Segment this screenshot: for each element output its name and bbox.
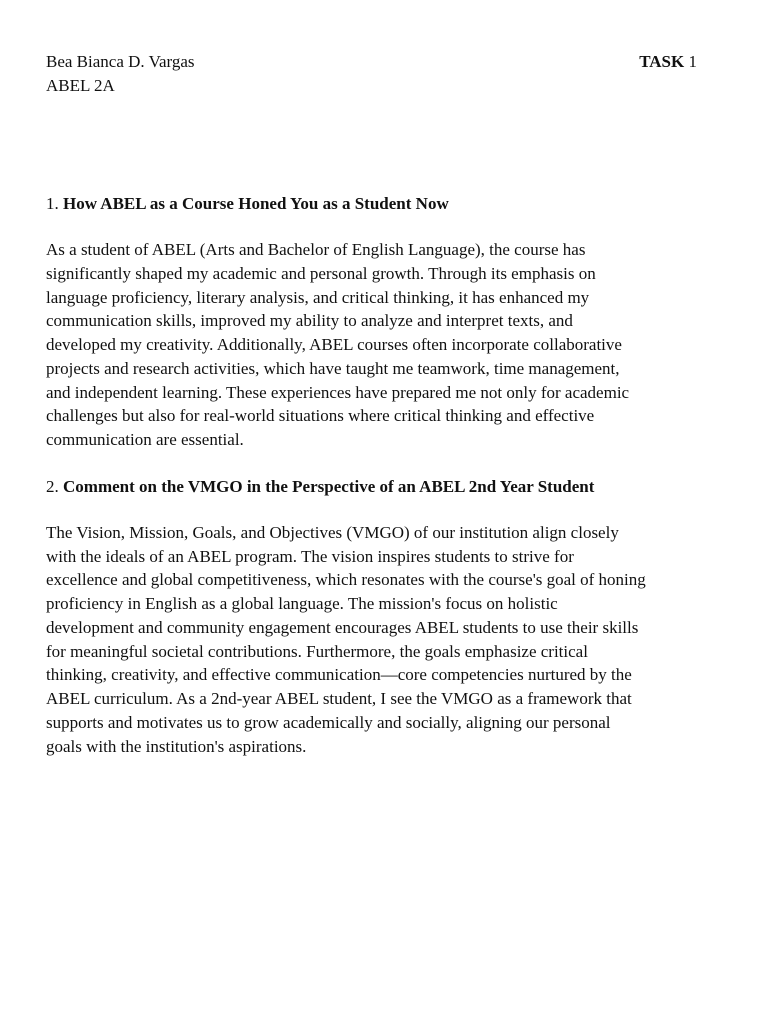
paragraph-line: The Vision, Mission, Goals, and Objectives (VMGO) of our institution align closely bbox=[46, 522, 619, 542]
author-block bbox=[46, 50, 195, 98]
section-paragraph-1 bbox=[46, 238, 736, 452]
section-heading-1 bbox=[46, 192, 736, 216]
section-title: How ABEL as a Course Honed You as a Student Now bbox=[63, 194, 449, 213]
section-number: 1. bbox=[46, 194, 59, 213]
paragraph-line: thinking, creativity, and effective communication—core competencies nurtured by the bbox=[46, 665, 632, 685]
paragraph-line: projects and research activities, which have taught me teamwork, time management, bbox=[46, 358, 620, 378]
paragraph-line: developed my creativity. Additionally, ABEL courses often incorporate collaborative bbox=[46, 335, 622, 354]
paragraph-line: goals with the institution's aspirations. bbox=[46, 736, 307, 756]
task-label bbox=[639, 50, 697, 74]
task-number: 1 bbox=[688, 52, 697, 71]
class-section: ABEL 2A bbox=[46, 76, 115, 95]
paragraph-line: As a student of ABEL (Arts and Bachelor of English Language), the course has bbox=[46, 240, 586, 259]
paragraph-line: and independent learning. These experiences have prepared me not only for academic bbox=[46, 382, 630, 402]
paragraph-line: proficiency in English as a global language. The mission's focus on holistic bbox=[46, 594, 558, 613]
paragraph-line: ABEL curriculum. As a 2nd-year ABEL student, I see the VMGO as a framework that bbox=[46, 689, 632, 708]
paragraph-line: development and community engagement encourages ABEL students to use their skills bbox=[46, 617, 639, 637]
paragraph-line: language proficiency, literary analysis, and critical thinking, it has enhanced my bbox=[46, 287, 590, 307]
section-heading-2 bbox=[46, 475, 736, 499]
author-name: Bea Bianca D. Vargas bbox=[46, 52, 195, 71]
section-paragraph-2 bbox=[46, 521, 736, 759]
paragraph-line: for meaningful societal contributions. Furthermore, the goals emphasize critical bbox=[46, 641, 588, 661]
paragraph-line: supports and motivates us to grow academically and socially, aligning our personal bbox=[46, 712, 611, 732]
paragraph-line: communication skills, improved my ability to analyze and interpret texts, and bbox=[46, 311, 573, 331]
paragraph-line: challenges but also for real-world situations where critical thinking and effective bbox=[46, 406, 595, 426]
document-body bbox=[46, 192, 736, 758]
section-title: Comment on the VMGO in the Perspective of an ABEL 2nd Year Student bbox=[63, 476, 595, 496]
task-label-text: TASK bbox=[639, 52, 685, 71]
paragraph-line: communication are essential. bbox=[46, 430, 244, 449]
section-number: 2. bbox=[46, 476, 59, 496]
paragraph-line: excellence and global competitiveness, which resonates with the course's goal of honing bbox=[46, 570, 646, 590]
paragraph-line: with the ideals of an ABEL program. The vision inspires students to strive for bbox=[46, 546, 574, 566]
paragraph-line: significantly shaped my academic and personal growth. Through its emphasis on bbox=[46, 263, 596, 283]
